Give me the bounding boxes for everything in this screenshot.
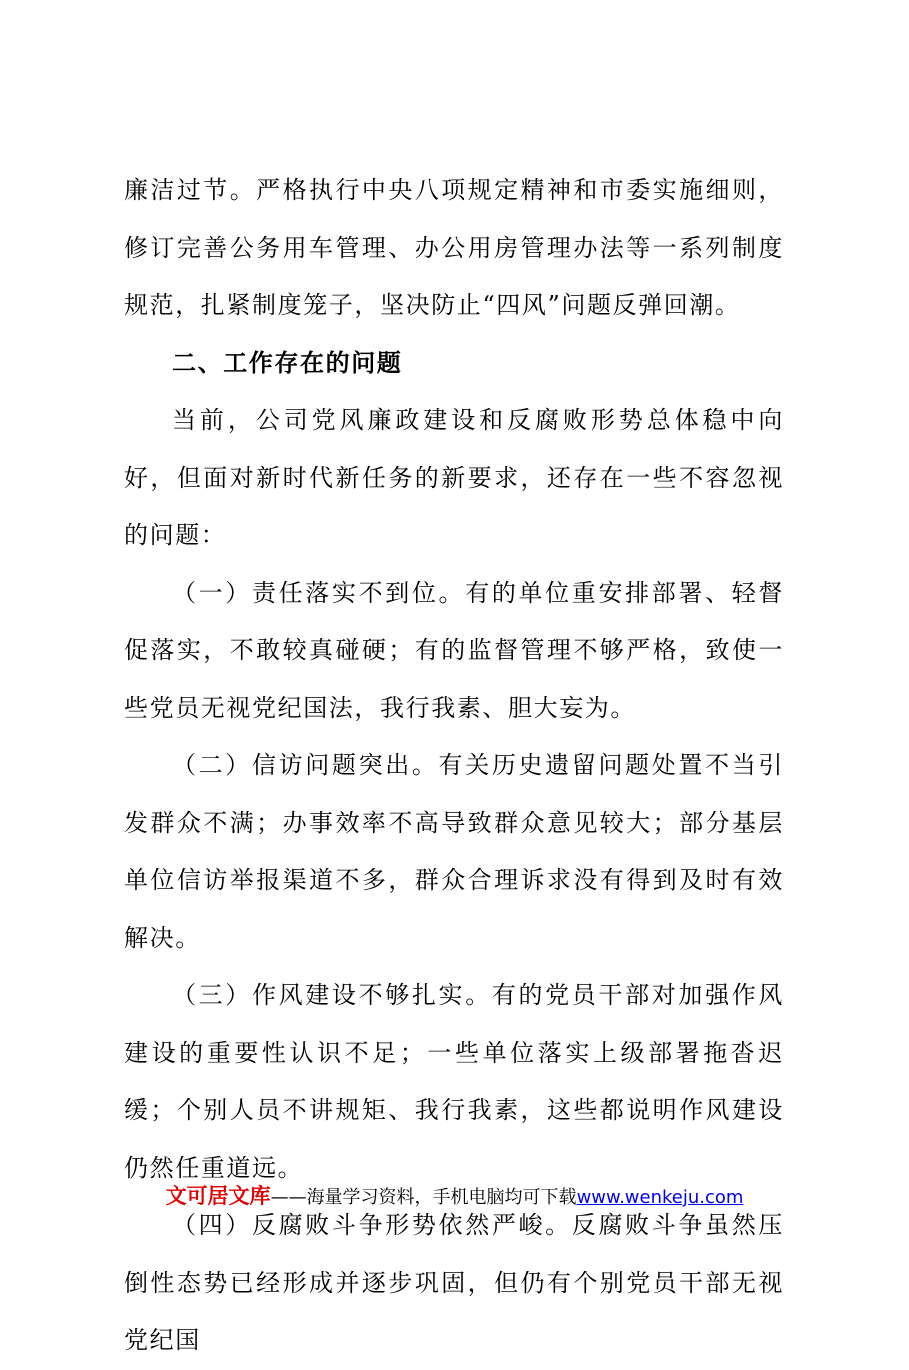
- footer-link[interactable]: www.wenkeju.com: [576, 1187, 744, 1208]
- paragraph-item-2: （二）信访问题突出。有关历史遗留问题处置不当引发群众不满；办事效率不高导致群众意见较大；部分基层单位信访举报渠道不多，群众合理诉求没有得到及时有效解决。: [124, 751, 784, 952]
- footer-brand: 文可居文库: [165, 1184, 271, 1208]
- paragraph-continuation: 廉洁过节。严格执行中央八项规定精神和市委实施细则，修订完善公务用车管理、办公用房管理办法等一系列制度规范，扎紧制度笼子，坚决防止“四风”问题反弹回潮。: [124, 176, 784, 319]
- footer-slogan: ——海量学习资料，手机电脑均可下载: [270, 1187, 577, 1208]
- paragraph-intro: 当前，公司党风廉政建设和反腐败形势总体稳中向好，但面对新时代新任务的新要求，还存在一些不容忽视的问题：: [124, 406, 784, 549]
- paragraph-item-3: （三）作风建设不够扎实。有的党员干部对加强作风建设的重要性认识不足；一些单位落实上级部署拖沓迟缓；个别人员不讲规矩、我行我素，这些都说明作风建设仍然任重道远。: [124, 981, 784, 1182]
- paragraph-item-1: （一）责任落实不到位。有的单位重安排部署、轻督促落实，不敢较真碰硬；有的监督管理不够严格，致使一些党员无视党纪国法，我行我素、胆大妄为。: [124, 578, 784, 722]
- paragraph-item-4: （四）反腐败斗争形势依然严峻。反腐败斗争虽然压倒性态势已经形成并逐步巩固，但仍有个别党员干部无视党纪国: [124, 1211, 784, 1354]
- section-heading: 二、工作存在的问题: [172, 348, 403, 377]
- page-footer: [0, 1180, 909, 1214]
